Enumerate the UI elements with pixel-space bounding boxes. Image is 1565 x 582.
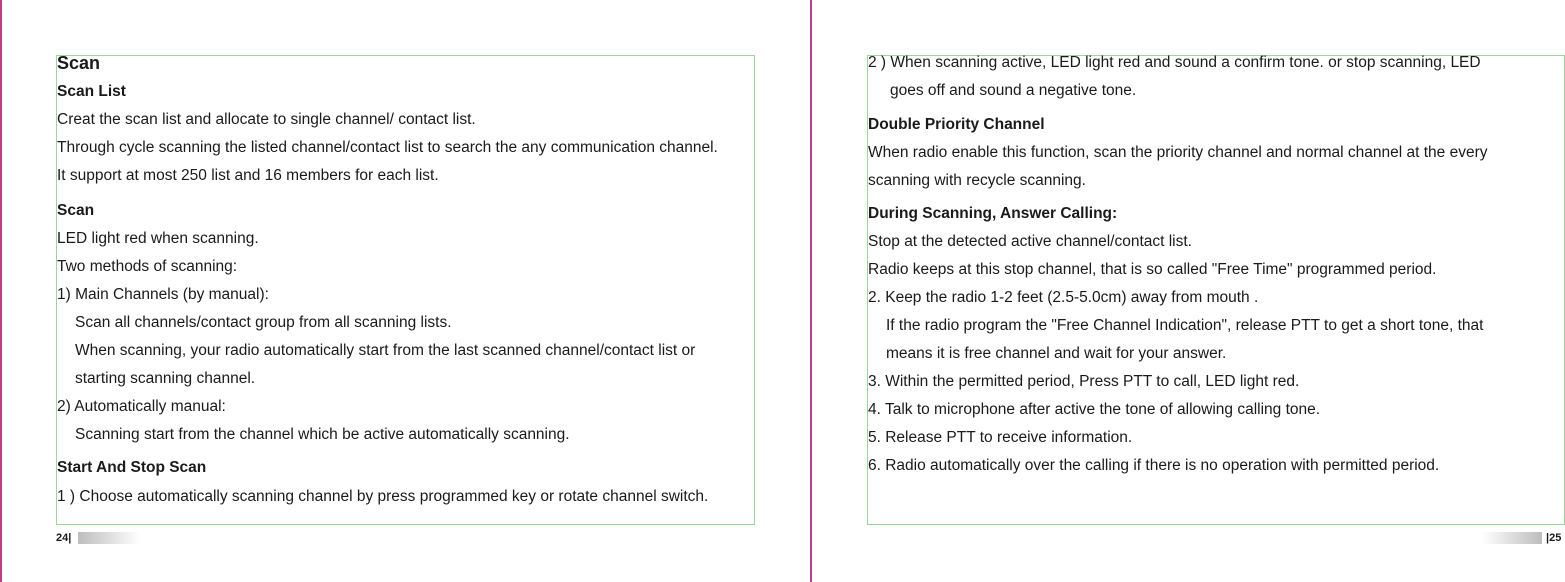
- paragraph-line: Two methods of scanning:: [57, 258, 238, 275]
- folio-bar-right: [1482, 532, 1542, 544]
- list-item: 2 ) When scanning active, LED light red and sound a confirm tone. or stop scanning, LED: [868, 54, 1481, 71]
- paragraph-line: starting scanning channel.: [75, 370, 256, 387]
- list-item: 6. Radio automatically over the calling if there is no operation with permitted period.: [868, 457, 1440, 474]
- paragraph-line: means it is free channel and wait for your answer.: [886, 345, 1227, 362]
- heading-double-priority: Double Priority Channel: [868, 116, 1045, 133]
- heading-scan: Scan: [57, 202, 95, 219]
- paragraph-line: LED light red when scanning.: [57, 230, 259, 247]
- page-edge-left: [0, 0, 2, 582]
- page-title: Scan: [57, 53, 101, 73]
- paragraph-line: If the radio program the "Free Channel Indication", release PTT to get a short tone, that: [886, 317, 1484, 334]
- paragraph-line: Scan all channels/contact group from all scanning lists.: [75, 314, 452, 331]
- paragraph-line: Scanning start from the channel which be active automatically scanning.: [75, 426, 570, 443]
- paragraph-line: When scanning, your radio automatically start from the last scanned channel/contact list or: [75, 342, 696, 359]
- list-item: 2. Keep the radio 1-2 feet (2.5-5.0cm) away from mouth .: [868, 289, 1259, 306]
- list-item: 2) Automatically manual:: [57, 398, 226, 415]
- heading-start-stop-scan: Start And Stop Scan: [57, 459, 207, 476]
- paragraph-line: Stop at the detected active channel/contact list.: [868, 233, 1192, 250]
- list-item: 5. Release PTT to receive information.: [868, 429, 1133, 446]
- paragraph-line: goes off and sound a negative tone.: [890, 82, 1137, 99]
- heading-scan-list: Scan List: [57, 83, 126, 100]
- list-item: 4. Talk to microphone after active the tone of allowing calling tone.: [868, 401, 1321, 418]
- list-item: 3. Within the permitted period, Press PTT to call, LED light red.: [868, 373, 1300, 390]
- paragraph-line: Through cycle scanning the listed channel/contact list to search the any communication channel.: [57, 139, 718, 156]
- folio-bar-left: [78, 532, 140, 544]
- list-item: 1 ) Choose automatically scanning channel by press programmed key or rotate channel switch.: [57, 488, 709, 505]
- paragraph-line: It support at most 250 list and 16 members for each list.: [57, 167, 439, 184]
- paragraph-line: Radio keeps at this stop channel, that is so called "Free Time" programmed period.: [868, 261, 1437, 278]
- page-number-left: 24|: [56, 532, 72, 544]
- heading-answer-calling: During Scanning, Answer Calling:: [868, 205, 1118, 222]
- list-item: 1) Main Channels (by manual):: [57, 286, 269, 303]
- page-number-right: |25: [1546, 532, 1562, 544]
- paragraph-line: scanning with recycle scanning.: [868, 172, 1086, 189]
- paragraph-line: When radio enable this function, scan the priority channel and normal channel at the every: [868, 144, 1488, 161]
- page-spine-divider: [810, 0, 812, 582]
- paragraph-line: Creat the scan list and allocate to single channel/ contact list.: [57, 111, 476, 128]
